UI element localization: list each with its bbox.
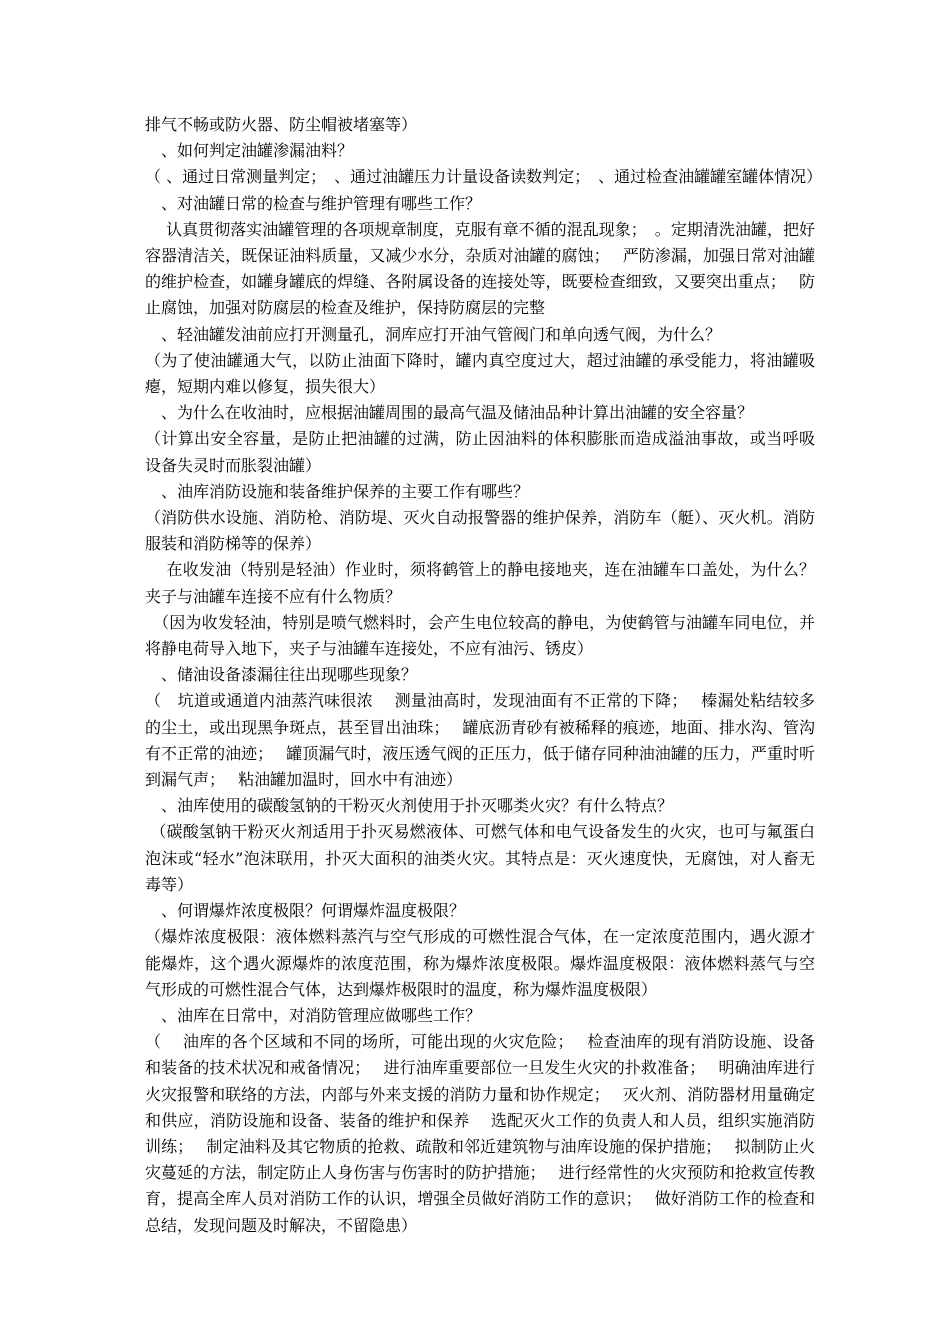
answer: （ 、通过日常测量判定； 、通过油罐压力计量设备读数判定； 、通过检查油罐罐室罐体情况）: [145, 167, 823, 187]
question: 、油库使用的碳酸氢钠的干粉灭火剂使用于扑灭哪类火灾？有什么特点？: [145, 796, 674, 816]
answer: （计算出安全容量，是防止把油罐的过满，防止因油料的体积膨胀而造成溢油事故，或当呼吸设备失灵时而胀裂油罐）: [145, 429, 815, 475]
question: 、储油设备漆漏往往出现哪些现象？: [145, 665, 418, 685]
answer: （为了使油罐通大气，以防止油面下降时，罐内真空度过大，超过油罐的承受能力，将油罐吸瘪，短期内难以修复，损失很大）: [145, 350, 815, 397]
answer: （消防供水设施、消防枪、消防堤、灭火自动报警器的维护保养，消防车（艇）、灭火机。消防服装和消防梯等的保养）: [145, 508, 815, 554]
question: 、油库消防设施和装备维护保养的主要工作有哪些？: [145, 481, 530, 501]
answer: （因为收发轻油，特别是喷气燃料时，会产生电位较高的静电，为使鹤管与油罐车同电位，并将静电荷导入地下，夹子与油罐车连接处，不应有油污、锈皮）: [145, 612, 815, 659]
paragraph: 排气不畅或防火器、防尘帽被堵塞等）: [145, 115, 418, 134]
answer: （爆炸浓度极限：液体燃料蒸汽与空气形成的可燃性混合气体，在一定浓度范围内，遇火源才能爆炸，这个遇火源爆炸的浓度范围，称为爆炸浓度极限。爆炸温度极限：液体燃料蒸气与空气形成的可燃性混合气体，达到爆炸极限时的温度，称为爆炸温度极限）: [145, 927, 815, 999]
answer: （ 油库的各个区域和不同的场所，可能出现的火灾危险； 检查油库的现有消防设施、设备和装备的技术状况和戒备情况； 进行油库重要部位一旦发生火灾的扑救准备； 明确油库进行火灾报警和联络的方法，内部与外来支援的消防力量和协作规定； 灭火剂、消防器材用量确定和供应，消防设施和设备、装备的维护和保养 选配灭火工作的负责人和人员，组织实施消防训练； 制定油料及其它物质的抢救、疏散和邻近建筑物与油库设施的保护措施； 拟制防止火灾蔓延的方法，制定防止人身伤害与伤害时的防护措施； 进行经常性的火灾预防和抢救宣传教育，提高全库人员对消防工作的认识，增强全员做好消防工作的意识； 做好消防工作的检查和总结，发现问题及时解决，不留隐患）: [145, 1032, 815, 1235]
question: 、油库在日常中，对消防管理应做哪些工作？: [145, 1005, 482, 1025]
question: 、轻油罐发油前应打开测量孔，洞库应打开油气管阀门和单向透气阀，为什么？: [145, 324, 722, 344]
answer: 认真贯彻落实油罐管理的各项规章制度，克服有章不循的混乱现象； 。定期清洗油罐，把好容器清洁关，既保证油料质量，又减少水分，杂质对油罐的腐蚀； 严防渗漏，加强日常对油罐的维护检查，如罐身罐底的焊缝、各附属设备的连接处等，既要检查细致，又要突出重点； 防止腐蚀，加强对防腐层的检查及维护，保持防腐层的完整: [145, 219, 815, 318]
question: 、为什么在收油时，应根据油罐周围的最高气温及储油品种计算出油罐的安全容量？: [145, 403, 754, 423]
question: 、如何判定油罐渗漏油料？: [145, 141, 354, 161]
answer: （碳酸氢钠干粉灭火剂适用于扑灭易燃液体、可燃气体和电气设备发生的火灾，也可与氟蛋白泡沫或“轻水”泡沫联用，扑灭大面积的油类火灾。其特点是：灭火速度快，无腐蚀，对人畜无毒等）: [145, 822, 815, 894]
question: 、何谓爆炸浓度极限？何谓爆炸温度极限？: [145, 901, 466, 921]
answer: （ 坑道或通道内油蒸汽味很浓 测量油高时，发现油面有不正常的下降； 榛漏处粘结较多的尘土，或出现黑争斑点，甚至冒出油珠； 罐底沥青砂有被稀释的痕迹，地面、排水沟、管沟有不正常的油迹； 罐顶漏气时，液压透气阀的正压力，低于储存同种油油罐的压力，严重时听到漏气声； 粘油罐加温时，回水中有油迹）: [145, 691, 815, 790]
question: 在收发油（特别是轻油）作业时，须将鹤管上的静电接地夹，连在油罐车口盖处，为什么？夹子与油罐车连接不应有什么物质？: [145, 560, 815, 606]
question: 、对油罐日常的检查与维护管理有哪些工作？: [145, 193, 482, 213]
document-body: [145, 112, 823, 1239]
